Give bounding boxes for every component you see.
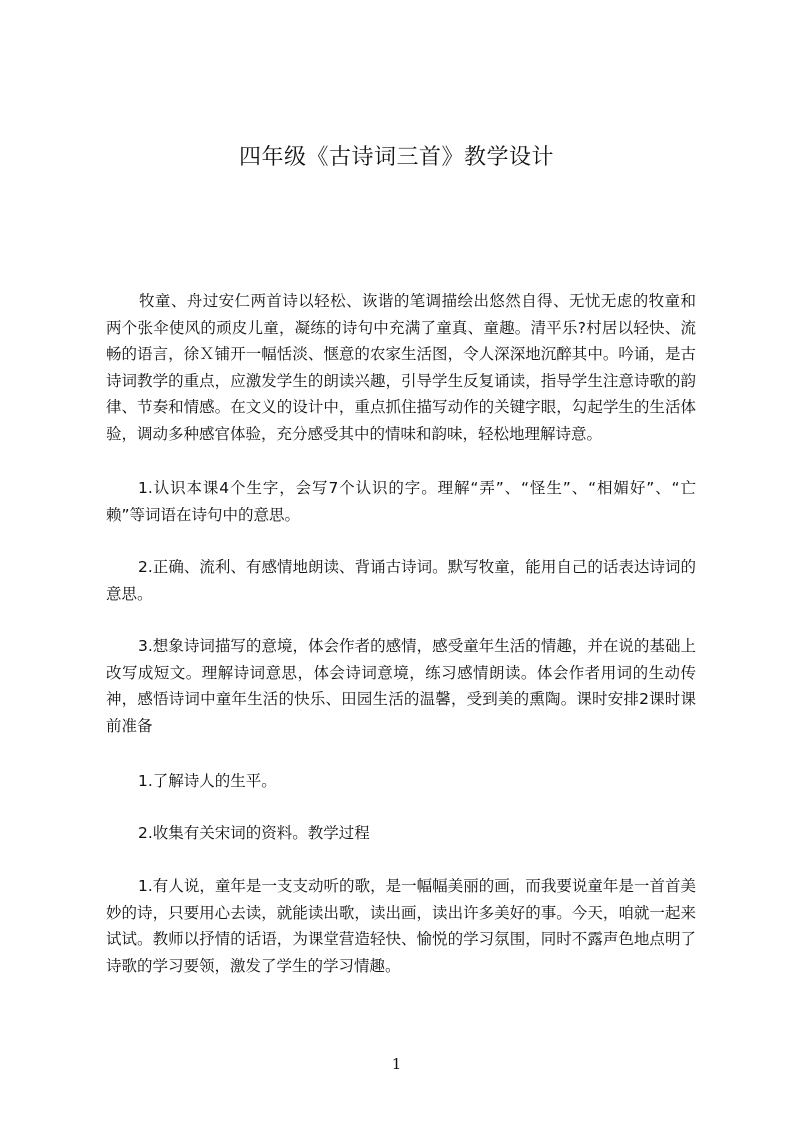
- page-number: 1: [391, 1055, 402, 1073]
- objective-2-paragraph: 2.正确、流利、有感情地朗读、背诵古诗词。默写牧童，能用自己的话表达诗词的意思。: [106, 558, 696, 603]
- process-1-paragraph: 1.有人说，童年是一支支动听的歌，是一幅幅美丽的画，而我要说童年是一首首美妙的诗，只要用心去读，就能读出歌，读出画，读出许多美好的事。今天，咱就一起来试试。教师以抒情的话语，为课堂营造轻快、愉悦的学习氛围，同时不露声色地点明了诗歌的学习要领，激发了学生的学习情趣。: [106, 877, 696, 975]
- document-title: 四年级《古诗词三首》教学设计: [238, 145, 554, 170]
- objective-1-paragraph: 1.认识本课4个生字，会写7个认识的字。理解“弄”、“怪生”、“相媚好”、“亡赖”等词语在诗句中的意思。: [106, 479, 696, 524]
- intro-paragraph: 牧童、舟过安仁两首诗以轻松、诙谐的笔调描绘出悠然自得、无忧无虑的牧童和两个张伞使风的顽皮儿童，凝练的诗句中充满了童真、童趣。清平乐?村居以轻快、流畅的语言，徐Ｘ铺开一幅恬淡、惬意的农家生活图，令人深深地沉醉其中。吟诵，是古诗词教学的重点，应激发学生的朗读兴趣，引导学生反复诵读，指导学生注意诗歌的韵律、节奏和情感。在文义的设计中，重点抓住描写动作的关键字眼，勾起学生的生活体验，调动多种感官体验，充分感受其中的情味和韵味，轻松地理解诗意。: [106, 292, 696, 443]
- objective-3-paragraph: 3.想象诗词描写的意境，体会作者的感情，感受童年生活的情趣，并在说的基础上改写成短文。理解诗词意思，体会诗词意境，练习感情朗读。体会作者用词的生动传神，感悟诗词中童年生活的快乐、田园生活的温馨，受到美的熏陶。课时安排2课时课前准备: [106, 637, 696, 735]
- preparation-2-paragraph: 2.收集有关宋词的资料。教学过程: [138, 824, 370, 842]
- preparation-1-paragraph: 1.了解诗人的生平。: [138, 772, 277, 790]
